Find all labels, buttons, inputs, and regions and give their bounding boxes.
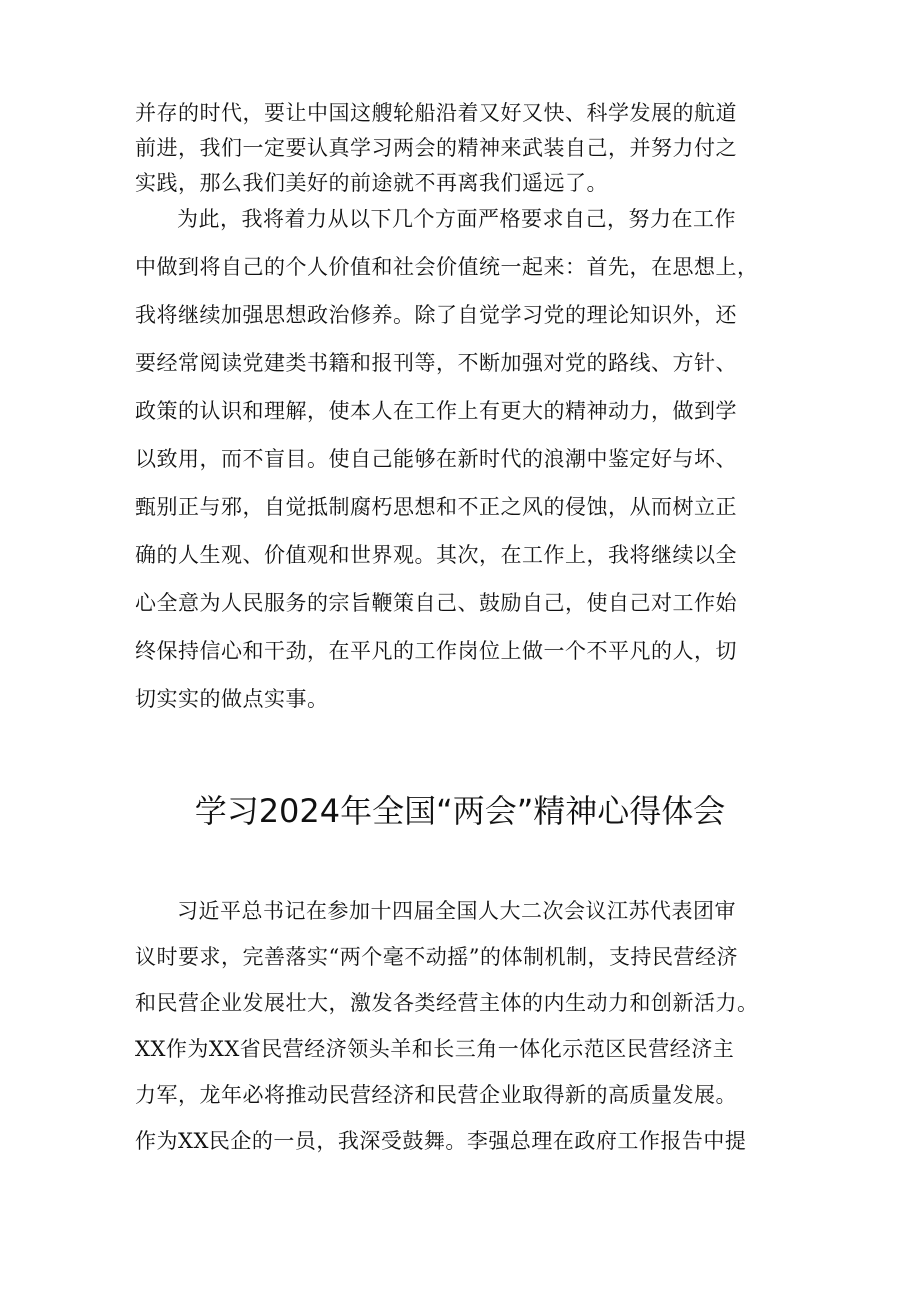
- text-line: 为此，我将着力从以下几个方面严格要求自己，努力在工作: [177, 207, 736, 231]
- text-line: 终保持信心和干劲，在平凡的工作岗位上做一个不平凡的人，切: [135, 639, 737, 663]
- text-line: 确的人生观、价值观和世界观。其次，在工作上，我将继续以全: [135, 543, 737, 567]
- text-line: 习近平总书记在参加十四届全国人大二次会议江苏代表团审: [177, 899, 736, 923]
- text-line: 心全意为人民服务的宗旨鞭策自己、鼓励自己，使自己对工作始: [135, 591, 737, 615]
- text-line: 和民营企业发展壮大，激发各类经营主体的内生动力和创新活力。: [135, 991, 759, 1015]
- text-line: 实践，那么我们美好的前途就不再离我们遥远了。: [135, 171, 608, 195]
- text-line: 我将继续加强思想政治修养。除了自觉学习党的理论知识外，还: [135, 303, 737, 327]
- article-title: 学习2024年全国“两会”精神心得体会: [194, 792, 726, 830]
- text-line: 力军，龙年必将推动民营经济和民营企业取得新的高质量发展。: [135, 1083, 737, 1107]
- text-line: 并存的时代，要让中国这艘轮船沿着又好又快、科学发展的航道: [135, 101, 737, 125]
- text-line: 前进，我们一定要认真学习两会的精神来武装自己，并努力付之: [135, 136, 737, 160]
- text-line: 中做到将自己的个人价值和社会价值统一起来：首先，在思想上，: [135, 255, 759, 279]
- paragraph-continued: [135, 96, 795, 201]
- text-line: 政策的认识和理解，使本人在工作上有更大的精神动力，做到学: [135, 399, 737, 423]
- text-line: 作为XX民企的一员，我深受鼓舞。李强总理在政府工作报告中提: [135, 1129, 747, 1153]
- text-line: 甄别正与邪，自觉抵制腐朽思想和不正之风的侵蚀，从而树立正: [135, 495, 737, 519]
- paragraph-intro: [135, 888, 795, 1164]
- text-line: 议时要求，完善落实“两个毫不动摇”的体制机制，支持民营经济: [135, 945, 738, 969]
- text-line: 要经常阅读党建类书籍和报刊等，不断加强对党的路线、方针、: [135, 351, 737, 375]
- text-line: XX作为XX省民营经济领头羊和长三角一体化示范区民营经济主: [135, 1037, 735, 1061]
- text-line: 切实实的做点实事。: [135, 687, 329, 711]
- text-line: 以致用，而不盲目。使自己能够在新时代的浪潮中鉴定好与坏、: [135, 447, 737, 471]
- paragraph-resolve: [135, 195, 795, 723]
